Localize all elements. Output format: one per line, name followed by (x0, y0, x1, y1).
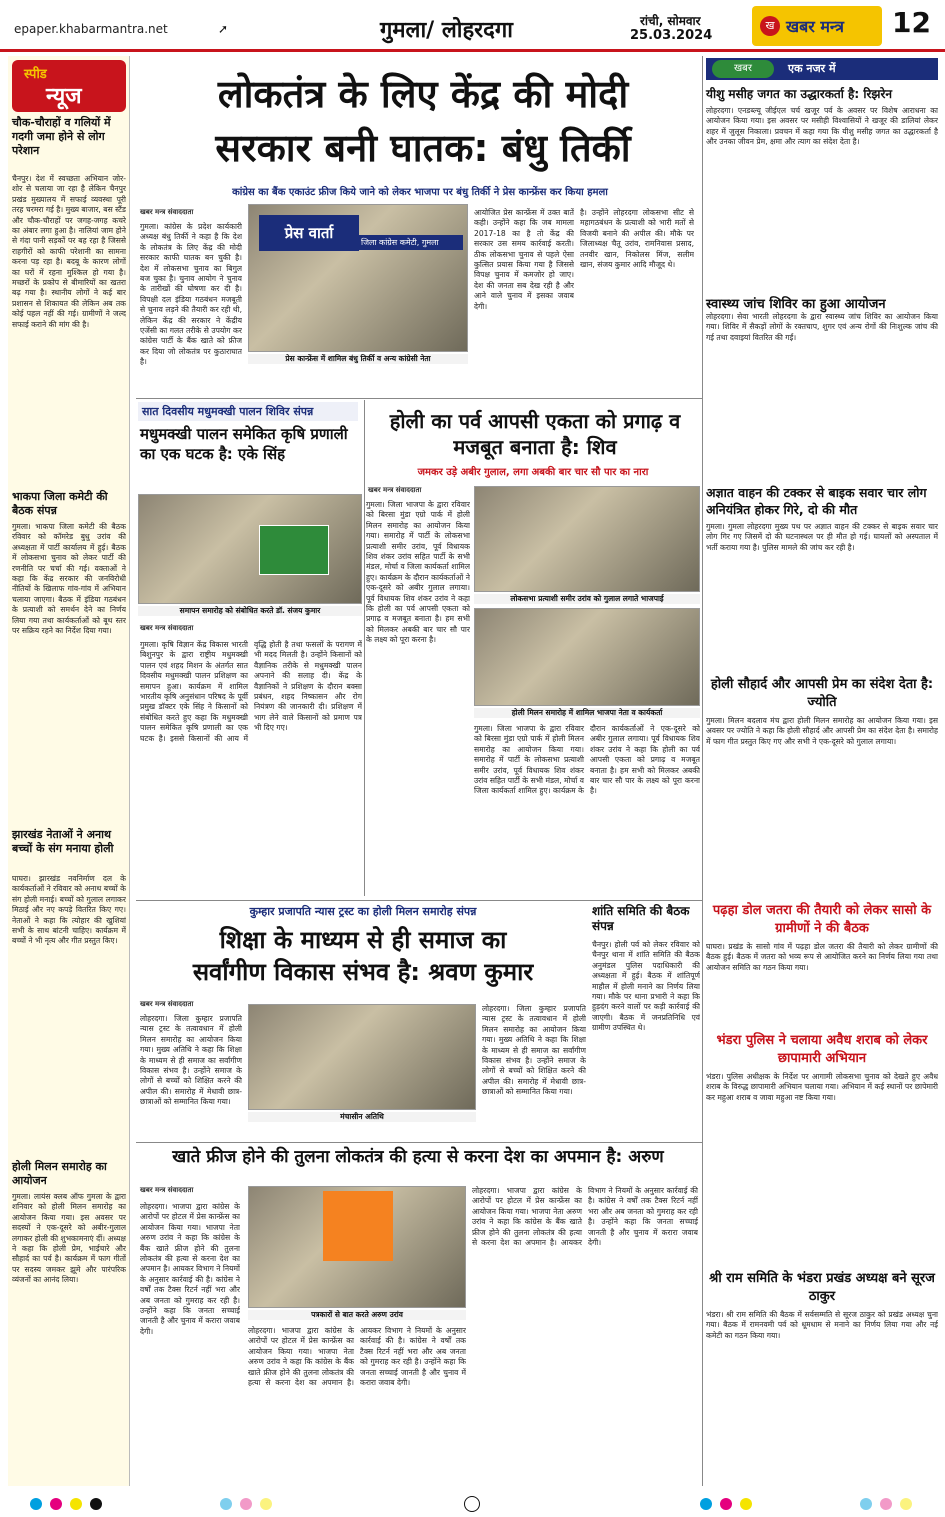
section-title: गुमला/ लोहरदगा (380, 18, 513, 43)
jyoti-body: गुमला। मिलन बदलाव मंच द्वारा होली मिलन समारोह का आयोजन किया गया। इस अवसर पर ज्योति ने कहा कि होली सौहार्द और आपसी प्रेम का संदेश देता है। समारोह में फाग गीत प्रस्तुत किए गए और सभी ने एक-दूसरे को गुलाल लगाया। (706, 716, 938, 746)
speed-body-3: घाघरा। झारखंड नवनिर्माण दल के कार्यकर्ताओं ने रविवार को अनाथ बच्चों के संग होली मनाई। बच्चों को गुलाल लगाकर मिठाई और नए कपड़े वितरित किए गए। नेताओं ने कहा कि त्योहार की खुशियां सभी के साथ बांटनी चाहिए। कार्यक्रम में बच्चों ने भी नृत्य और गीत प्रस्तुत किए। (12, 874, 126, 946)
speed-body-4: गुमला। लायंस क्लब ऑफ गुमला के द्वारा शनिवार को होली मिलन समारोह का आयोजन किया गया। इस अवसर पर सदस्यों ने एक-दूसरे को अबीर-गुलाल लगाकर होली की शुभकामनाएं दीं। अध्यक्ष ने कहा कि होली प्रेम, भाईचारे और सौहार्द का पर्व है। कार्यक्रम में फाग गीतों पर सदस्य जमकर झूमे और पारंपरिक व्यंजनों का आनंद लिया। (12, 1192, 126, 1285)
speed-news-logo (12, 60, 126, 112)
cursor-icon: ➚ (218, 22, 229, 36)
color-dot (70, 1498, 82, 1510)
speed-body-2: गुमला। भाकपा जिला कमेटी की बैठक रविवार को कॉमरेड बुधु उरांव की अध्यक्षता में पार्टी कार्यालय में हुई। बैठक में लोकसभा चुनाव को लेकर पार्टी की रणनीति पर चर्चा की गई। वक्ताओं ने कहा कि केंद्र सरकार की जनविरोधी नीतियों के खिलाफ गांव-गांव में अभियान चलाया जाएगा। बैठक में इंडिया गठबंधन के प्रत्याशी को समर्थन देने का निर्णय लिया गया तथा कार्यकर्ताओं को बूथ स्तर पर सक्रिय रहने का निर्देश दिया गया। (12, 522, 126, 636)
ek-nazar-body: लोहरदगा। एनडब्ल्यू जीईएल चर्च खजूर पर्व के अवसर पर विशेष आराधना का आयोजन किया गया। इस अवसर पर मसीही विश्वासियों ने खजूर की डालियां लेकर शहर में जुलूस निकाला। प्रवचन में कहा गया कि यीशु मसीह जगत का उद्धारकर्ता है और उनका जीवन प्रेम, क्षमा और त्याग का संदेश देता है। (706, 106, 938, 147)
lead-headline-line-2: सरकार बनी घातक: बंधु तिर्की (215, 126, 631, 170)
bee-photo-caption: समापन समारोह को संबोधित करते डॉ. संजय कुमार (138, 606, 362, 616)
accident-body: गुमला। गुमला लोहरदगा मुख्य पथ पर अज्ञात वाहन की टक्कर से बाइक सवार चार लोग गिर गए जिसमें दो की घटनास्थल पर ही मौत हो गई। घायलों को अस्पताल में भर्ती कराया गया है। पुलिस मामले की जांच कर रही है। (706, 522, 938, 552)
lead-kicker: कांग्रेस का बैंक एकाउंट फ्रीज किये जाने को लेकर भाजपा पर बंधु तिर्की ने प्रेस कान्फ्रेंस कर किया हमला (232, 187, 608, 198)
lead-body-col2: आयोजित प्रेस कान्फ्रेंस में उक्त बातें कही। उन्होंने कहा कि जब मामला 2017-18 का है तो केंद्र की सरकार उस समय कार्रवाई करती। ठीक लोकसभा चुनाव से पहले ऐसा कुत्सित प्रयास किया गया है जिससे विपक्ष चुनाव में कमजोर हो जाए। देश की जनता सब देख रही है और आने वाले चुनाव में इसका जवाब देगी। (474, 208, 574, 311)
holi-headline: होली का पर्व आपसी एकता को प्रगाढ़ व मजबूत बनाता है: शिव (389, 409, 681, 459)
arun-photo (248, 1186, 466, 1308)
brand-logo-icon: ख (760, 16, 780, 36)
education-body: लोहरदगा। जिला कुम्हार प्रजापति न्यास ट्रस्ट के तत्वावधान में होली मिलन समारोह का आयोजन किया गया। मुख्य अतिथि ने कहा कि शिक्षा के माध्यम से ही समाज का सर्वांगीण विकास संभव है। उन्होंने समाज के लोगों से बच्चों को शिक्षित करने की अपील की। समारोह में मेधावी छात्र-छात्राओं को सम्मानित किया गया। (140, 1014, 242, 1107)
masthead (0, 0, 945, 52)
ram-headline: श्री राम समिति के भंडरा प्रखंड अध्यक्ष बने सूरज ठाकुर (709, 1271, 935, 1304)
bee-headline: मधुमक्खी पालन समेकित कृषि प्रणाली का एक घटक है: एके सिंह (140, 425, 348, 463)
arun-byline: खबर मन्त्र संवाददाता (140, 1186, 194, 1194)
speed-headline-3: झारखंड नेताओं ने अनाथ बच्चों के संग मनाया होली (12, 828, 114, 855)
padha-body: घाघरा। प्रखंड के सासो गांव में पढ़हा डोल जतरा की तैयारी को लेकर ग्रामीणों की बैठक हुई। बैठक में जतरा को भव्य रूप से आयोजित करने का निर्णय लिया गया तथा आयोजन समिति का गठन किया गया। (706, 942, 938, 972)
color-dot (880, 1498, 892, 1510)
divider-h2 (136, 900, 702, 901)
color-dot (260, 1498, 272, 1510)
brand-box (752, 6, 882, 46)
divider-h3 (136, 1142, 702, 1143)
site-url[interactable]: epaper.khabarmantra.net (14, 22, 168, 36)
bee-banner (259, 525, 329, 575)
ram-body: भंडरा। श्री राम समिति की बैठक में सर्वसम्मति से सूरज ठाकुर को प्रखंड अध्यक्ष चुना गया। बैठक में रामनवमी पर्व को धूमधाम से मनाने का निर्णय लिया गया और नई कमेटी का गठन किया गया। (706, 1310, 938, 1340)
press-banner-sub: जिला कांग्रेस कमेटी, गुमला (359, 235, 463, 250)
color-dot (700, 1498, 712, 1510)
bee-kicker: सात दिवसीय मधुमक्खी पालन शिविर संपन्न (138, 402, 358, 421)
holi-photo-2 (474, 608, 700, 706)
color-dot (50, 1498, 62, 1510)
holi-photo-1-caption: लोकसभा प्रत्याशी समीर उरांव को गुलाल लगाते भाजपाई (474, 594, 700, 604)
holi-body: गुमला। जिला भाजपा के द्वारा रविवार को बिरसा मुंडा एग्रो पार्क में होली मिलन समारोह का आयोजन किया गया। समारोह में पार्टी के लोकसभा प्रत्याशी समीर उरांव, पूर्व विधायक शिव शंकर उरांव सहित पार्टी के सभी मंडल, मोर्चा व जिला कार्यकर्ता शामिल हुए। कार्यक्रम के दौरान कार्यकर्ताओं ने एक-दूसरे को अबीर गुलाल लगाया। पूर्व विधायक शिव शंकर उरांव ने कहा कि होली का पर्व आपसी एकता को प्रगाढ़ व मजबूत बनाता है। हम सभी को मिलकर अबकी बार चार सौ पार के लक्ष्य को पूरा करना है। (366, 500, 470, 645)
health-body: लोहरदगा। सेवा भारती लोहरदगा के द्वारा स्वास्थ्य जांच शिविर का आयोजन किया गया। शिविर में सैकड़ों लोगों के रक्तचाप, शुगर एवं अन्य रोगों की निःशुल्क जांच की गई तथा दवाइयां वितरित की गईं। (706, 312, 938, 342)
education-photo-caption: मंचासीन अतिथि (248, 1112, 476, 1122)
jyoti-headline: होली सौहार्द और आपसी प्रेम का संदेश देता है: ज्योति (710, 677, 934, 710)
lead-body: गुमला। कांग्रेस के प्रदेश कार्यकारी अध्यक्ष बंधु तिर्की ने कहा है कि देश के लोकतंत्र के लिए केंद्र की मोदी सरकार काफी घातक बन चुकी है। देश में लोकसभा चुनाव का बिगुल बज चुका है। चुनाव आयोग ने चुनाव के तारीखों की घोषणा कर दी है। विपक्षी दल इंडिया गठबंधन मजबूती से चुनाव लड़ने की तैयारी कर रही थी, लेकिन केंद्र की सरकार ने केंद्रीय एजेंसी का गलत तरीके से उपयोग कर कांग्रेस पार्टी के बैंक खाते को फ्रीज कर दिया जो लोकतंत्र पर कुठाराघात है। (140, 222, 242, 367)
lead-photo-caption: प्रेस कान्फ्रेंस में शामिल बंधु तिर्की व अन्य कांग्रेसी नेता (248, 354, 468, 364)
holi-photo-2-caption: होली मिलन समारोह में शामिल भाजपा नेता व कार्यकर्ता (474, 708, 700, 718)
color-dot (240, 1498, 252, 1510)
bee-photo (138, 494, 362, 604)
brand-name: खबर मन्त्र (786, 17, 844, 36)
ek-nazar-headline: यीशु मसीह जगत का उद्धारकर्ता है: रिझरेन (706, 87, 893, 101)
bee-byline: खबर मन्त्र संवाददाता (140, 624, 194, 632)
color-dot (720, 1498, 732, 1510)
holi-body-cont: गुमला। जिला भाजपा के द्वारा रविवार को बिरसा मुंडा एग्रो पार्क में होली मिलन समारोह का आयोजन किया गया। समारोह में पार्टी के लोकसभा प्रत्याशी समीर उरांव, पूर्व विधायक शिव शंकर उरांव सहित पार्टी के सभी मंडल, मोर्चा व जिला कार्यकर्ता शामिल हुए। कार्यक्रम के दौरान कार्यकर्ताओं ने एक-दूसरे को अबीर गुलाल लगाया। पूर्व विधायक शिव शंकर उरांव ने कहा कि होली का पर्व आपसी एकता को प्रगाढ़ व मजबूत बनाता है। हम सभी को मिलकर अबकी बार चार सौ पार के लक्ष्य को पूरा करना है। (474, 724, 700, 796)
arun-body-col3: लोहरदगा। भाजपा द्वारा कांग्रेस के आरोपों पर होटल में प्रेस कान्फ्रेंस का आयोजन किया गया। भाजपा नेता अरुण उरांव ने कहा कि कांग्रेस के बैंक खाते फ्रीज होने की तुलना लोकतंत्र की हत्या से करना देश का अपमान है। आयकर विभाग ने नियमों के अनुसार कार्रवाई की है। कांग्रेस ने वर्षों तक टैक्स रिटर्न नहीं भरा और अब जनता को गुमराह कर रही है। उन्होंने कहा कि जनता सच्चाई जानती है और चुनाव में करारा जवाब देगी। (472, 1186, 698, 1248)
footer-color-bar (0, 1492, 945, 1517)
bee-body: गुमला। कृषि विज्ञान केंद्र विकास भारती बिशुनपुर के द्वारा राष्ट्रीय मधुमक्खी पालन एवं शहद मिशन के अंतर्गत सात दिवसीय मधुमक्खी पालन प्रशिक्षण का समापन हुआ। कार्यक्रम में शामिल भारतीय कृषि अनुसंधान परिषद के पूर्वी प्रमुख डॉक्टर एके सिंह ने किसानों को संबोधित करते हुए कहा कि मधुमक्खी पालन समेकित कृषि प्रणाली का एक घटक है। इससे किसानों की आय में वृद्धि होती है तथा फसलों के परागण में भी मदद मिलती है। उन्होंने किसानों को वैज्ञानिक तरीके से मधुमक्खी पालन अपनाने की सलाह दी। केंद्र के वैज्ञानिकों ने प्रशिक्षण के दौरान बक्सा प्रबंधन, शहद निष्कासन और रोग नियंत्रण की जानकारी दी। प्रशिक्षण में भाग लेने वाले किसानों को प्रमाण पत्र भी दिए गए। (140, 640, 362, 743)
holi-byline: खबर मन्त्र संवाददाता (368, 486, 422, 494)
color-dot (860, 1498, 872, 1510)
speed-headline-4: होली मिलन समारोह का आयोजन (12, 1160, 107, 1187)
color-dot (30, 1498, 42, 1510)
color-dot (220, 1498, 232, 1510)
registration-mark-icon (464, 1496, 480, 1512)
accident-headline: अज्ञात वाहन की टक्कर से बाइक सवार चार लोग अनियंत्रित होकर गिरे, दो की मौत (706, 485, 927, 517)
divider-right (702, 56, 703, 1486)
arun-photo-caption: पत्रकारों से बात करते अरुण उरांव (248, 1310, 466, 1320)
holi-photo-1 (474, 486, 700, 592)
place-day: रांची, सोमवार (640, 14, 701, 28)
lead-headline-line-1: लोकतंत्र के लिए केंद्र की मोदी (217, 72, 629, 116)
color-dot (740, 1498, 752, 1510)
date: 25.03.2024 (630, 28, 713, 43)
color-dot (900, 1498, 912, 1510)
education-body-cont: लोहरदगा। जिला कुम्हार प्रजापति न्यास ट्रस्ट के तत्वावधान में होली मिलन समारोह का आयोजन किया गया। मुख्य अतिथि ने कहा कि शिक्षा के माध्यम से ही समाज का सर्वांगीण विकास संभव है। उन्होंने समाज के लोगों से बच्चों को शिक्षित करने की अपील की। समारोह में मेधावी छात्र-छात्राओं को सम्मानित किया गया। (482, 1004, 586, 1097)
education-headline-1: शिक्षा के माध्यम से ही समाज का (219, 926, 507, 954)
ek-nazar-tag: खबर (712, 60, 774, 78)
bhandra-body: भंडरा। पुलिस अधीक्षक के निर्देश पर आगामी लोकसभा चुनाव को देखते हुए अवैध शराब के विरुद्ध छापामारी अभियान चलाया गया। अभियान में कई स्थानों पर छापेमारी कर महुआ शराब व जावा महुआ नष्ट किया गया। (706, 1072, 938, 1102)
speed-logo-bottom: न्यूज (46, 84, 82, 109)
speed-body-1: चैनपुर। देश में स्वच्छता अभियान जोर-शोर से चलाया जा रहा है लेकिन चैनपुर प्रखंड मुख्यालय में सफाई व्यवस्था पूरी तरह चरमरा गई है। मुख्य बाजार, बस स्टैंड और चौक-चौराहों पर जगह-जगह कचरे का अंबार लगा हुआ है। नालियां जाम होने से गंदा पानी सड़कों पर बह रहा है जिससे राहगीरों को काफी परेशानी का सामना करना पड़ रहा है। बदबू के कारण लोगों का घरों में रहना मुश्किल हो गया है। मच्छरों के प्रकोप से बीमारियों का खतरा बढ़ गया है। स्थानीय लोगों ने कई बार प्रशासन से शिकायत की लेकिन अब तक कोई पहल नहीं की गई। ग्रामीणों ने जल्द सफाई कराने की मांग की है। (12, 174, 126, 329)
shanti-body: चैनपुर। होली पर्व को लेकर रविवार को चैनपुर थाना में शांति समिति की बैठक अनुमंडल पुलिस पदाधिकारी की अध्यक्षता में हुई। बैठक में शांतिपूर्ण माहौल में होली मनाने का निर्णय लिया गया। मौके पर थाना प्रभारी ने कहा कि हुड़दंग करने वालों पर कड़ी कार्रवाई की जाएगी। बैठक में जनप्रतिनिधि एवं ग्रामीण उपस्थित थे। (592, 940, 700, 1033)
arun-headline: खाते फ्रीज होने की तुलना लोकतंत्र की हत्या से करना देश का अपमान है: अरुण (172, 1147, 664, 1167)
education-kicker: कुम्हार प्रजापति न्यास ट्रस्ट का होली मिलन समारोह संपन्न (249, 905, 477, 918)
press-banner: प्रेस वार्ता (259, 215, 359, 251)
speed-headline-2: भाकपा जिला कमेटी की बैठक संपन्न (12, 490, 108, 517)
education-byline: खबर मन्त्र संवाददाता (140, 1000, 194, 1008)
arun-body-cont: लोहरदगा। भाजपा द्वारा कांग्रेस के आरोपों पर होटल में प्रेस कान्फ्रेंस का आयोजन किया गया। भाजपा नेता अरुण उरांव ने कहा कि कांग्रेस के बैंक खाते फ्रीज होने की तुलना लोकतंत्र की हत्या से करना देश का अपमान है। आयकर विभाग ने नियमों के अनुसार कार्रवाई की है। कांग्रेस ने वर्षों तक टैक्स रिटर्न नहीं भरा और अब जनता को गुमराह कर रही है। उन्होंने कहा कि जनता सच्चाई जानती है और चुनाव में करारा जवाब देगी। (248, 1326, 466, 1388)
shanti-headline: शांति समिति की बैठक संपन्न (592, 904, 690, 933)
speed-news-column (8, 56, 130, 1486)
divider-mid (364, 400, 365, 896)
lead-body-col3: है। उन्होंने लोहरदगा लोकसभा सीट से महागठबंधन के प्रत्याशी को भारी मतों से विजयी बनाने की अपील की। मौके पर जिलाध्यक्ष चैतू उरांव, रामनिवास प्रसाद, तनवीर खान, निकोलस मिंज, सलीम खान, संजय कुमार आदि मौजूद थे। (580, 208, 694, 270)
ek-nazar-bar (706, 58, 938, 80)
bhandra-headline: भंडरा पुलिस ने चलाया अवैध शराब को लेकर छापामारी अभियान (716, 1033, 928, 1066)
divider-h1 (136, 398, 702, 399)
speed-logo-top: स्पीड (24, 67, 47, 82)
padha-headline: पढ़हा डोल जतरा की तैयारी को लेकर सासो के ग्रामीणों ने की बैठक (712, 903, 932, 936)
education-headline-2: सर्वांगीण विकास संभव है: श्रवण कुमार (192, 958, 534, 986)
bjp-banner (323, 1191, 393, 1261)
ek-nazar-label: एक नजर में (788, 62, 836, 75)
health-headline: स्वास्थ्य जांच शिविर का हुआ आयोजन (706, 297, 886, 312)
page-number: 12 (892, 6, 931, 39)
lead-byline: खबर मन्त्र संवाददाता (140, 208, 194, 216)
color-dot (90, 1498, 102, 1510)
holi-kicker: जमकर उड़े अबीर गुलाल, लगा अबकी बार चार सौ पार का नारा (417, 467, 649, 478)
education-photo (248, 1004, 476, 1110)
arun-body: लोहरदगा। भाजपा द्वारा कांग्रेस के आरोपों पर होटल में प्रेस कान्फ्रेंस का आयोजन किया गया। भाजपा नेता अरुण उरांव ने कहा कि कांग्रेस के बैंक खाते फ्रीज होने की तुलना लोकतंत्र की हत्या से करना देश का अपमान है। आयकर विभाग ने नियमों के अनुसार कार्रवाई की है। कांग्रेस ने वर्षों तक टैक्स रिटर्न नहीं भरा और अब जनता को गुमराह कर रही है। उन्होंने कहा कि जनता सच्चाई जानती है और चुनाव में करारा जवाब देगी। (140, 1202, 240, 1336)
lead-photo (248, 204, 468, 352)
speed-headline-1: चौक-चौराहों व गलियों में गदगी जमा होने से लोग परेशान (12, 116, 111, 157)
